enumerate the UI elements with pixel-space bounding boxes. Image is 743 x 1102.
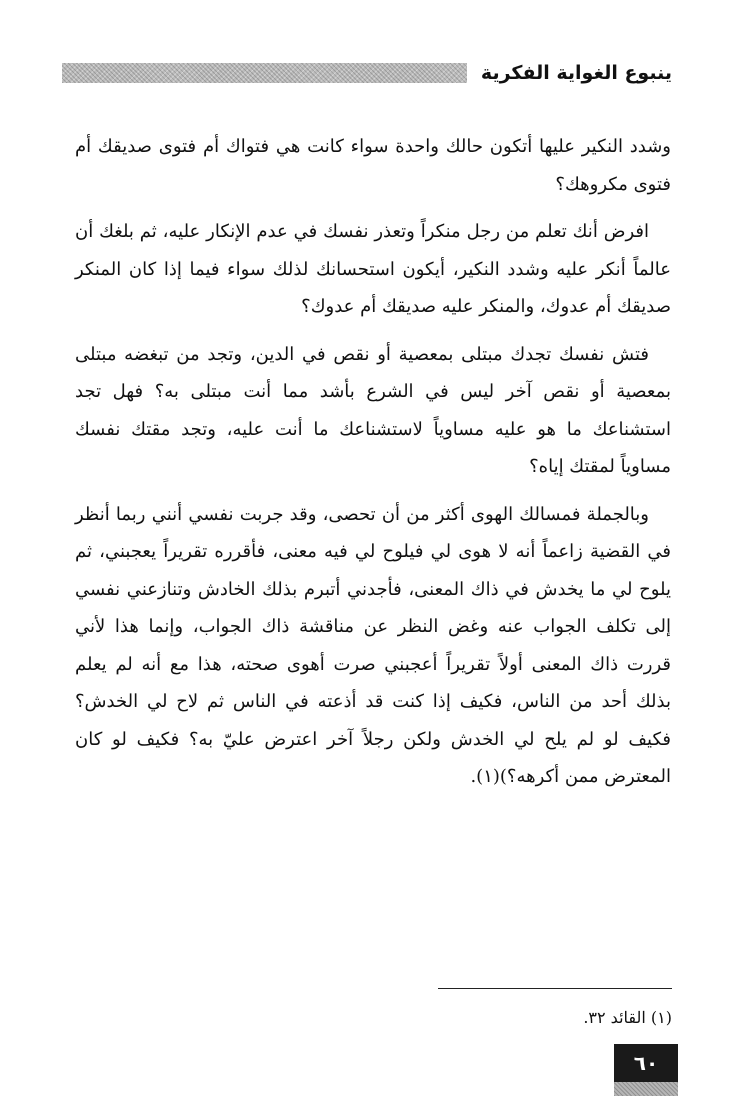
footnote-divider bbox=[438, 988, 672, 989]
paragraph-4: وبالجملة فمسالك الهوى أكثر من أن تحصى، وقد جربت نفسي أنني ربما أنظر في القضية زاعماً أنه لا هوى لي فيلوح لي فيه معنى، فأقرره تقريراً يعجبني، ثم يلوح لي ما يخدش في ذاك المعنى، فأجدني أتبرم بذلك الخادش وتنازعني نفسي إلى تكلف الجواب عنه وغض النظر عن مناقشة ذاك الجواب، وإنما هذا لأني قررت ذاك المعنى أولاً تقريراً أعجبني صرت أهوى صحته، هذا مع أنه لم يعلم بذلك أحد من الناس، فكيف إذا كنت قد أذعته في الناس ثم لاح لي الخدش؟ فكيف لو لم يلح لي الخدش ولكن رجلاً آخر اعترض عليّ به؟ فكيف لو كان المعترض ممن أكرهه؟)(١). bbox=[75, 503, 671, 787]
paragraph-1: وشدد النكير عليها أتكون حالك واحدة سواء كانت هي فتواك أم فتوى صديقك أم فتوى مكروهك؟ bbox=[75, 136, 671, 195]
main-text bbox=[75, 128, 671, 806]
running-title: ينبوع الغواية الفكرية bbox=[480, 62, 672, 84]
header-pattern-bar bbox=[62, 63, 467, 83]
paragraph-2: افرض أنك تعلم من رجل منكراً وتعذر نفسك في عدم الإنكار عليه، ثم بلغك أن عالماً أنكر عليه وشدد النكير، أيكون استحسانك لذلك سواء فيما إذا كان المنكر صديقك أم عدوك، والمنكر عليه صديقك أم عدوك؟ bbox=[75, 221, 671, 317]
page-number-pattern bbox=[614, 1082, 678, 1096]
running-header bbox=[62, 56, 672, 90]
footnote: (١) القائد ٣٢. bbox=[583, 1008, 672, 1027]
paragraph-3: فتش نفسك تجدك مبتلى بمعصية أو نقص في الدين، وتجد من تبغضه مبتلى بمعصية أو نقص آخر ليس في الشرع بأشد مما أنت مبتلى به؟ فهل تجد استشناعك ما هو عليه مساوياً لاستشناعك ما أنت عليه، وتجد مقتك نفسك مساوياً لمقتك إياه؟ bbox=[75, 343, 671, 477]
page-number: ٦٠ bbox=[614, 1044, 678, 1082]
